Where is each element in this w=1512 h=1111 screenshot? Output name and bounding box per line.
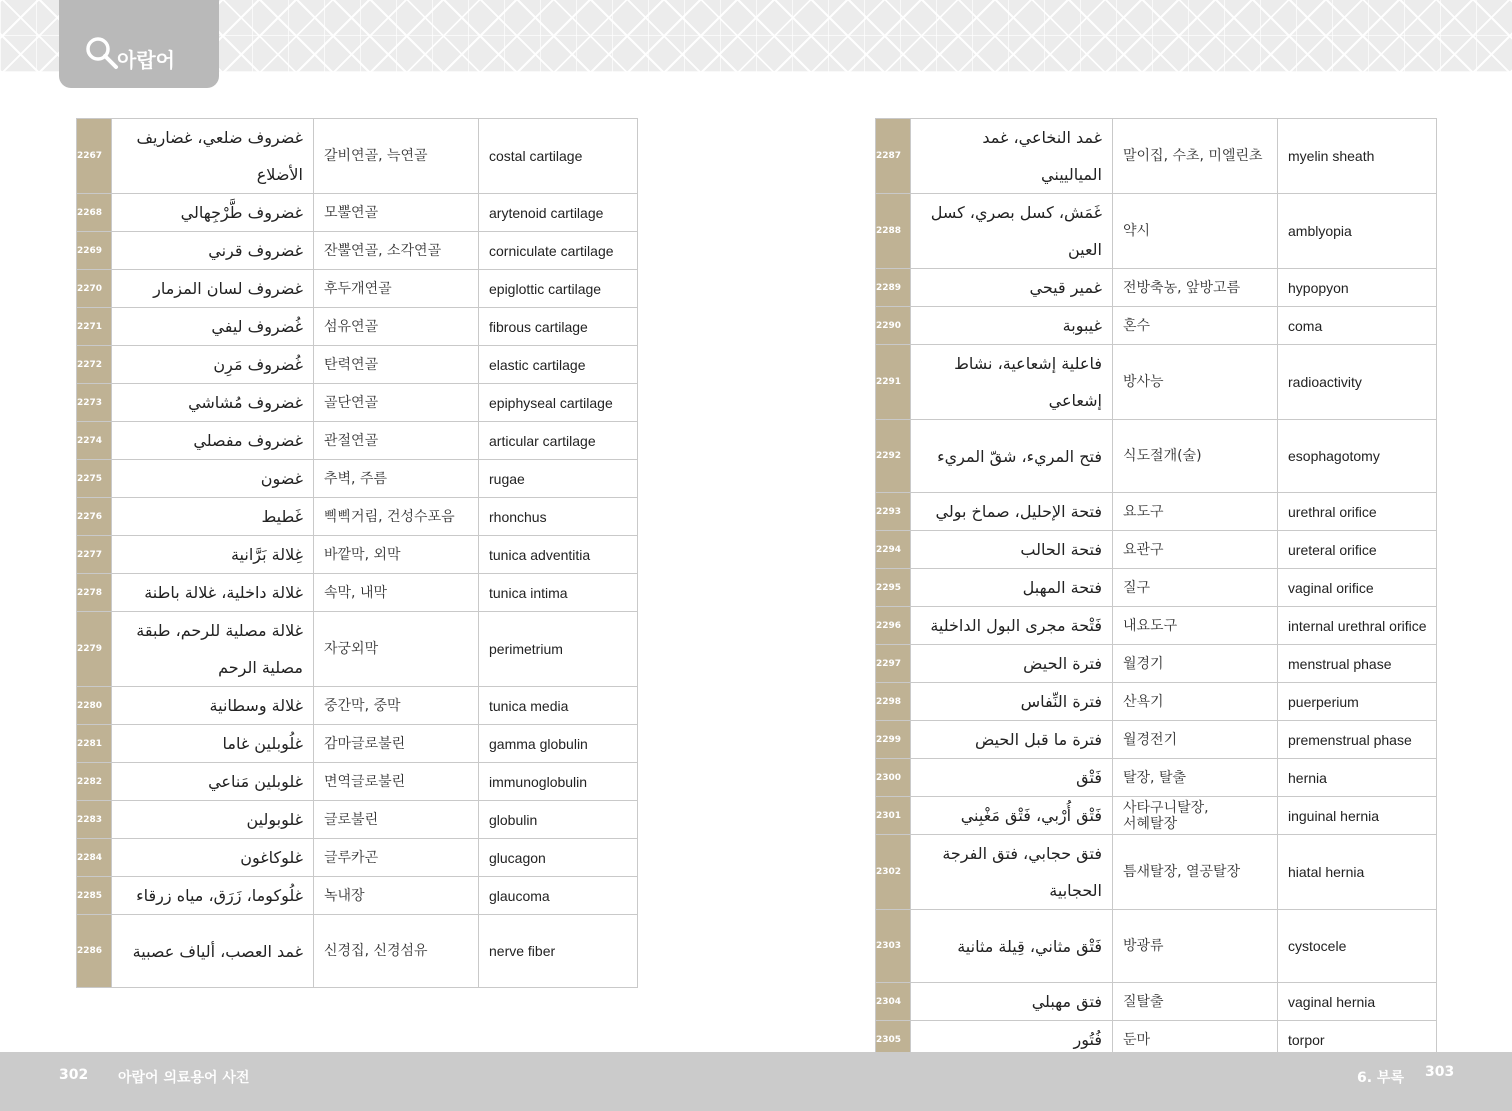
- book-title: 아랍어 의료용어 사전: [118, 1070, 250, 1086]
- korean-term: 약시: [1113, 194, 1278, 269]
- english-term: fibrous cartilage: [479, 308, 638, 346]
- table-row: [876, 569, 1437, 607]
- entry-number: 2292: [876, 420, 911, 493]
- arabic-term: غضروف مفصلي: [112, 422, 314, 460]
- entry-number: 2280: [77, 687, 112, 725]
- korean-term: 질구: [1113, 569, 1278, 607]
- korean-term: 중간막, 중막: [314, 687, 479, 725]
- english-term: articular cartilage: [479, 422, 638, 460]
- english-term: glaucoma: [479, 877, 638, 915]
- table-row: [876, 683, 1437, 721]
- table-row: [77, 194, 638, 232]
- english-term: rhonchus: [479, 498, 638, 536]
- arabic-term: غضروف لسان المزمار: [112, 270, 314, 308]
- korean-term: 전방축농, 앞방고름: [1113, 269, 1278, 307]
- table-row: [876, 531, 1437, 569]
- right-page-number: 303: [1425, 1064, 1455, 1080]
- arabic-term: فاعلية إشعاعية، نشاط إشعاعي: [911, 345, 1113, 420]
- korean-term: 산욕기: [1113, 683, 1278, 721]
- korean-term: 탈장, 탈출: [1113, 759, 1278, 797]
- entry-number: 2287: [876, 119, 911, 194]
- english-term: epiphyseal cartilage: [479, 384, 638, 422]
- english-term: coma: [1278, 307, 1437, 345]
- arabic-term: فَتْق: [911, 759, 1113, 797]
- arabic-term: فتحة المهبل: [911, 569, 1113, 607]
- entry-number: 2282: [77, 763, 112, 801]
- english-term: tunica adventitia: [479, 536, 638, 574]
- entry-number: 2283: [77, 801, 112, 839]
- english-term: esophagotomy: [1278, 420, 1437, 493]
- korean-term: 잔뿔연골, 소각연골: [314, 232, 479, 270]
- entry-number: 2271: [77, 308, 112, 346]
- arabic-term: غَطيط: [112, 498, 314, 536]
- table-row: [876, 345, 1437, 420]
- english-term: epiglottic cartilage: [479, 270, 638, 308]
- table-row: [77, 877, 638, 915]
- arabic-term: فتحة الحالب: [911, 531, 1113, 569]
- korean-term: 면역글로불린: [314, 763, 479, 801]
- english-term: puerperium: [1278, 683, 1437, 721]
- korean-term: 녹내장: [314, 877, 479, 915]
- english-term: tunica intima: [479, 574, 638, 612]
- english-term: vaginal hernia: [1278, 983, 1437, 1021]
- english-term: inguinal hernia: [1278, 797, 1437, 835]
- english-term: globulin: [479, 801, 638, 839]
- table-row: [77, 801, 638, 839]
- entry-number: 2274: [77, 422, 112, 460]
- entry-number: 2300: [876, 759, 911, 797]
- entry-number: 2290: [876, 307, 911, 345]
- table-row: [876, 269, 1437, 307]
- page-footer: [0, 1052, 1512, 1111]
- arabic-term: غَمَش، كسل بصري، كسل العين: [911, 194, 1113, 269]
- english-term: costal cartilage: [479, 119, 638, 194]
- table-row: [77, 270, 638, 308]
- arabic-term: غمد العصب، ألياف عصبية: [112, 915, 314, 988]
- tab-label: 아랍어: [117, 48, 175, 72]
- korean-term: 추벽, 주름: [314, 460, 479, 498]
- table-row: [77, 687, 638, 725]
- arabic-term: غلوكاغون: [112, 839, 314, 877]
- korean-term: 월경전기: [1113, 721, 1278, 759]
- english-term: hernia: [1278, 759, 1437, 797]
- entry-number: 2278: [77, 574, 112, 612]
- table-row: [876, 797, 1437, 835]
- arabic-term: غمد النخاعي، غمد الميالييني: [911, 119, 1113, 194]
- english-term: immunoglobulin: [479, 763, 638, 801]
- entry-number: 2270: [77, 270, 112, 308]
- arabic-term: غلُوكوما، زَرَق، مياه زرقاء: [112, 877, 314, 915]
- entry-number: 2288: [876, 194, 911, 269]
- arabic-term: غلُوبلين غاما: [112, 725, 314, 763]
- english-term: hypopyon: [1278, 269, 1437, 307]
- table-row: [77, 308, 638, 346]
- table-row: [77, 763, 638, 801]
- entry-number: 2284: [77, 839, 112, 877]
- left-dictionary-table: [76, 118, 638, 988]
- korean-term: 틈새탈장, 열공탈장: [1113, 835, 1278, 910]
- korean-term: 요관구: [1113, 531, 1278, 569]
- korean-term: 방사능: [1113, 345, 1278, 420]
- arabic-term: فتح المريء، شقّ المريء: [911, 420, 1113, 493]
- korean-term: 바깥막, 외막: [314, 536, 479, 574]
- english-term: gamma globulin: [479, 725, 638, 763]
- korean-term: 신경집, 신경섬유: [314, 915, 479, 988]
- table-row: [77, 498, 638, 536]
- english-term: glucagon: [479, 839, 638, 877]
- arabic-term: غضون: [112, 460, 314, 498]
- entry-number: 2296: [876, 607, 911, 645]
- english-term: corniculate cartilage: [479, 232, 638, 270]
- arabic-term: غضروف ضلعي، غضاريف الأضلاع: [112, 119, 314, 194]
- entry-number: 2275: [77, 460, 112, 498]
- arabic-term: غلالة وسطانية: [112, 687, 314, 725]
- arabic-term: غِلالة بَرَّانية: [112, 536, 314, 574]
- language-tab: [59, 0, 219, 88]
- entry-number: 2304: [876, 983, 911, 1021]
- arabic-term: فُتُور: [911, 1021, 1113, 1059]
- arabic-term: غُضروف ليفي: [112, 308, 314, 346]
- english-term: nerve fiber: [479, 915, 638, 988]
- table-row: [77, 119, 638, 194]
- korean-term: 자궁외막: [314, 612, 479, 687]
- entry-number: 2289: [876, 269, 911, 307]
- english-term: premenstrual phase: [1278, 721, 1437, 759]
- entry-number: 2295: [876, 569, 911, 607]
- entry-number: 2267: [77, 119, 112, 194]
- table-row: [77, 346, 638, 384]
- arabic-term: فَتْق أُرْبي، فَتْق مَغْبِني: [911, 797, 1113, 835]
- korean-term: 요도구: [1113, 493, 1278, 531]
- english-term: radioactivity: [1278, 345, 1437, 420]
- section-title: 6. 부록: [1357, 1070, 1404, 1086]
- english-term: urethral orifice: [1278, 493, 1437, 531]
- entry-number: 2273: [77, 384, 112, 422]
- english-term: cystocele: [1278, 910, 1437, 983]
- arabic-term: فتق حجابي، فتق الفرجة الحجابية: [911, 835, 1113, 910]
- entry-number: 2269: [77, 232, 112, 270]
- table-row: [876, 119, 1437, 194]
- arabic-term: غلوبلين مَناعي: [112, 763, 314, 801]
- entry-number: 2302: [876, 835, 911, 910]
- korean-term: 감마글로불린: [314, 725, 479, 763]
- korean-term: 골단연골: [314, 384, 479, 422]
- entry-number: 2301: [876, 797, 911, 835]
- arabic-term: فتحة الإحليل، صماخ بولي: [911, 493, 1113, 531]
- korean-term: 말이집, 수초, 미엘린초: [1113, 119, 1278, 194]
- arabic-term: غضروف مُشاشي: [112, 384, 314, 422]
- right-dictionary-table: [875, 118, 1437, 1097]
- table-row: [77, 232, 638, 270]
- arabic-term: فترة ما قبل الحيض: [911, 721, 1113, 759]
- table-row: [77, 536, 638, 574]
- arabic-term: غلالة مصلية للرحم، طبقة مصلية الرحم: [112, 612, 314, 687]
- arabic-term: فَتْق مثاني، قِيلة مثانية: [911, 910, 1113, 983]
- english-term: arytenoid cartilage: [479, 194, 638, 232]
- table-row: [77, 384, 638, 422]
- table-row: [876, 607, 1437, 645]
- arabic-term: غضروف طَّرْجِهالي: [112, 194, 314, 232]
- english-term: tunica media: [479, 687, 638, 725]
- table-row: [876, 721, 1437, 759]
- arabic-term: غُضروف مَرِن: [112, 346, 314, 384]
- table-row: [77, 574, 638, 612]
- korean-term: 월경기: [1113, 645, 1278, 683]
- arabic-term: فترة النِّفاس: [911, 683, 1113, 721]
- korean-term: 사타구니탈장, 서혜탈장: [1113, 797, 1278, 835]
- arabic-term: غيبوبة: [911, 307, 1113, 345]
- entry-number: 2277: [77, 536, 112, 574]
- english-term: amblyopia: [1278, 194, 1437, 269]
- korean-term: 갈비연골, 늑연골: [314, 119, 479, 194]
- table-row: [77, 612, 638, 687]
- table-row: [77, 915, 638, 988]
- table-row: [77, 725, 638, 763]
- entry-number: 2272: [77, 346, 112, 384]
- entry-number: 2276: [77, 498, 112, 536]
- arabic-term: غلوبولين: [112, 801, 314, 839]
- entry-number: 2281: [77, 725, 112, 763]
- english-term: torpor: [1278, 1021, 1437, 1059]
- entry-number: 2299: [876, 721, 911, 759]
- entry-number: 2291: [876, 345, 911, 420]
- korean-term: 속막, 내막: [314, 574, 479, 612]
- korean-term: 둔마: [1113, 1021, 1278, 1059]
- table-row: [77, 839, 638, 877]
- english-term: myelin sheath: [1278, 119, 1437, 194]
- korean-term: 후두개연골: [314, 270, 479, 308]
- entry-number: 2286: [77, 915, 112, 988]
- entry-number: 2294: [876, 531, 911, 569]
- table-row: [876, 194, 1437, 269]
- korean-term: 섬유연골: [314, 308, 479, 346]
- left-page-number: 302: [59, 1067, 89, 1083]
- english-term: ureteral orifice: [1278, 531, 1437, 569]
- korean-term: 식도절개(술): [1113, 420, 1278, 493]
- korean-term: 탄력연골: [314, 346, 479, 384]
- arabic-term: فتق مهبلي: [911, 983, 1113, 1021]
- english-term: rugae: [479, 460, 638, 498]
- arabic-term: غلالة داخلية، غلالة باطنة: [112, 574, 314, 612]
- entry-number: 2268: [77, 194, 112, 232]
- table-row: [77, 422, 638, 460]
- table-row: [876, 645, 1437, 683]
- table-row: [876, 835, 1437, 910]
- entry-number: 2293: [876, 493, 911, 531]
- search-icon: [85, 36, 119, 70]
- korean-term: 방광류: [1113, 910, 1278, 983]
- arabic-term: غضروف قرني: [112, 232, 314, 270]
- english-term: perimetrium: [479, 612, 638, 687]
- korean-term: 질탈출: [1113, 983, 1278, 1021]
- korean-term: 글로불린: [314, 801, 479, 839]
- korean-term: 혼수: [1113, 307, 1278, 345]
- entry-number: 2285: [77, 877, 112, 915]
- english-term: menstrual phase: [1278, 645, 1437, 683]
- english-term: elastic cartilage: [479, 346, 638, 384]
- korean-term: 관절연골: [314, 422, 479, 460]
- table-row: [77, 460, 638, 498]
- table-row: [876, 910, 1437, 983]
- english-term: hiatal hernia: [1278, 835, 1437, 910]
- entry-number: 2279: [77, 612, 112, 687]
- table-row: [876, 759, 1437, 797]
- korean-term: 글루카곤: [314, 839, 479, 877]
- arabic-term: غمير قيحي: [911, 269, 1113, 307]
- table-row: [876, 420, 1437, 493]
- table-row: [876, 493, 1437, 531]
- arabic-term: فترة الحيض: [911, 645, 1113, 683]
- korean-term: 모뿔연골: [314, 194, 479, 232]
- korean-term: 내요도구: [1113, 607, 1278, 645]
- entry-number: 2305: [876, 1021, 911, 1059]
- entry-number: 2303: [876, 910, 911, 983]
- entry-number: 2297: [876, 645, 911, 683]
- english-term: internal urethral orifice: [1278, 607, 1437, 645]
- arabic-term: فَتْحة مجرى البول الداخلية: [911, 607, 1113, 645]
- korean-term: 삑삑거림, 건성수포음: [314, 498, 479, 536]
- english-term: vaginal orifice: [1278, 569, 1437, 607]
- entry-number: 2298: [876, 683, 911, 721]
- header-pattern: [0, 0, 1512, 72]
- table-row: [876, 983, 1437, 1021]
- table-row: [876, 307, 1437, 345]
